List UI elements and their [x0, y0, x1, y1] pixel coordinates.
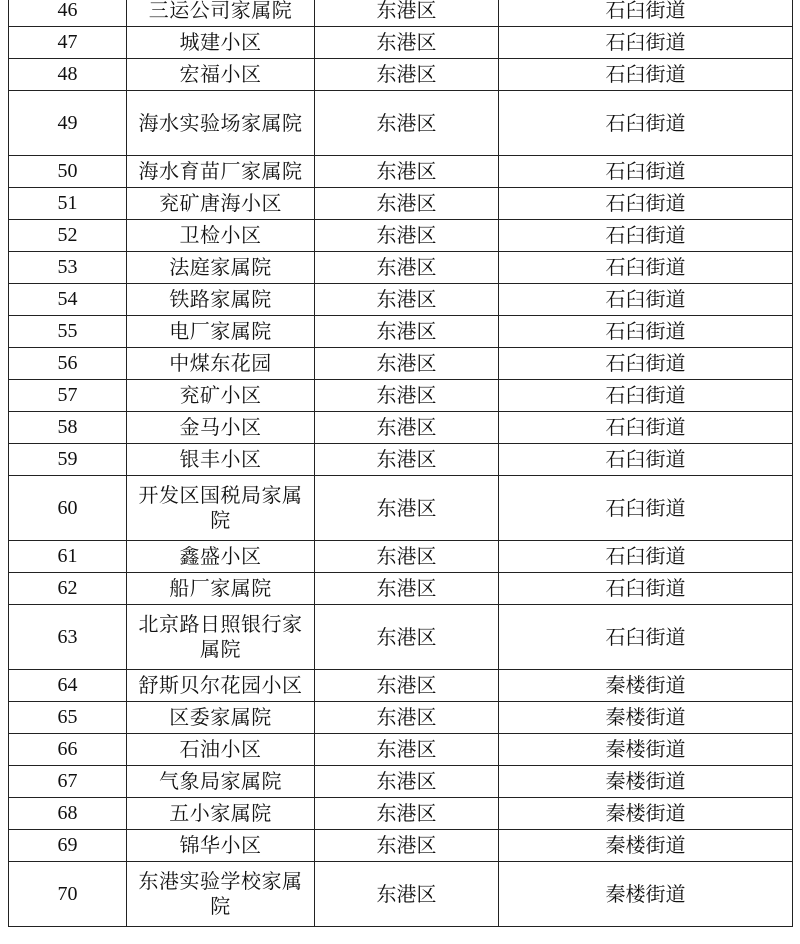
row-number: 68	[9, 798, 127, 830]
community-name: 兖矿唐海小区	[127, 188, 315, 220]
district: 东港区	[315, 348, 499, 380]
community-name: 海水育苗厂家属院	[127, 156, 315, 188]
table-row	[9, 316, 793, 348]
street: 秦楼街道	[499, 670, 793, 702]
district: 东港区	[315, 220, 499, 252]
street: 石臼街道	[499, 188, 793, 220]
table-row	[9, 284, 793, 316]
community-name: 兖矿小区	[127, 380, 315, 412]
table-row	[9, 220, 793, 252]
street: 石臼街道	[499, 156, 793, 188]
row-number: 53	[9, 252, 127, 284]
row-number: 50	[9, 156, 127, 188]
row-number: 70	[9, 862, 127, 927]
community-name: 五小家属院	[127, 798, 315, 830]
community-name: 锦华小区	[127, 830, 315, 862]
table-row	[9, 444, 793, 476]
street: 石臼街道	[499, 27, 793, 59]
community-name: 鑫盛小区	[127, 541, 315, 573]
street: 石臼街道	[499, 220, 793, 252]
district: 东港区	[315, 412, 499, 444]
row-number: 60	[9, 476, 127, 541]
row-number: 69	[9, 830, 127, 862]
street: 石臼街道	[499, 380, 793, 412]
street: 石臼街道	[499, 284, 793, 316]
district: 东港区	[315, 316, 499, 348]
table-row	[9, 380, 793, 412]
row-number: 57	[9, 380, 127, 412]
table-row	[9, 798, 793, 830]
row-number: 63	[9, 605, 127, 670]
table-row	[9, 252, 793, 284]
row-number: 62	[9, 573, 127, 605]
row-number: 56	[9, 348, 127, 380]
street: 石臼街道	[499, 605, 793, 670]
district: 东港区	[315, 27, 499, 59]
row-number: 52	[9, 220, 127, 252]
district: 东港区	[315, 862, 499, 927]
community-name: 银丰小区	[127, 444, 315, 476]
community-name: 石油小区	[127, 734, 315, 766]
row-number: 54	[9, 284, 127, 316]
district: 东港区	[315, 0, 499, 27]
table-row	[9, 188, 793, 220]
community-name: 城建小区	[127, 27, 315, 59]
table-row	[9, 734, 793, 766]
district: 东港区	[315, 59, 499, 91]
community-table	[8, 0, 793, 927]
community-name: 卫检小区	[127, 220, 315, 252]
street: 石臼街道	[499, 412, 793, 444]
district: 东港区	[315, 444, 499, 476]
community-name: 金马小区	[127, 412, 315, 444]
table-row	[9, 348, 793, 380]
street: 秦楼街道	[499, 734, 793, 766]
district: 东港区	[315, 766, 499, 798]
table-row	[9, 670, 793, 702]
community-name: 电厂家属院	[127, 316, 315, 348]
street: 石臼街道	[499, 444, 793, 476]
street: 秦楼街道	[499, 862, 793, 927]
district: 东港区	[315, 380, 499, 412]
district: 东港区	[315, 188, 499, 220]
community-name: 宏福小区	[127, 59, 315, 91]
street: 石臼街道	[499, 316, 793, 348]
district: 东港区	[315, 156, 499, 188]
table-row	[9, 156, 793, 188]
street: 石臼街道	[499, 573, 793, 605]
street: 石臼街道	[499, 348, 793, 380]
street: 石臼街道	[499, 476, 793, 541]
district: 东港区	[315, 670, 499, 702]
row-number: 46	[9, 0, 127, 27]
community-name: 东港实验学校家属院	[127, 862, 315, 927]
district: 东港区	[315, 702, 499, 734]
street: 秦楼街道	[499, 830, 793, 862]
street: 秦楼街道	[499, 702, 793, 734]
street: 秦楼街道	[499, 798, 793, 830]
community-name: 船厂家属院	[127, 573, 315, 605]
street: 石臼街道	[499, 59, 793, 91]
community-name: 法庭家属院	[127, 252, 315, 284]
community-name: 中煤东花园	[127, 348, 315, 380]
table-row	[9, 573, 793, 605]
community-name: 开发区国税局家属院	[127, 476, 315, 541]
row-number: 51	[9, 188, 127, 220]
table-row	[9, 605, 793, 670]
row-number: 67	[9, 766, 127, 798]
district: 东港区	[315, 476, 499, 541]
community-name: 三运公司家属院	[127, 0, 315, 27]
row-number: 59	[9, 444, 127, 476]
row-number: 48	[9, 59, 127, 91]
table-body	[9, 0, 793, 927]
district: 东港区	[315, 284, 499, 316]
table-row	[9, 59, 793, 91]
row-number: 66	[9, 734, 127, 766]
row-number: 65	[9, 702, 127, 734]
table-row	[9, 0, 793, 27]
table-row	[9, 702, 793, 734]
community-name: 北京路日照银行家属院	[127, 605, 315, 670]
district: 东港区	[315, 541, 499, 573]
table-row	[9, 412, 793, 444]
row-number: 58	[9, 412, 127, 444]
district: 东港区	[315, 830, 499, 862]
community-name: 气象局家属院	[127, 766, 315, 798]
district: 东港区	[315, 605, 499, 670]
row-number: 64	[9, 670, 127, 702]
table-row	[9, 862, 793, 927]
table-row	[9, 91, 793, 156]
table-row	[9, 830, 793, 862]
street: 石臼街道	[499, 0, 793, 27]
row-number: 55	[9, 316, 127, 348]
table-row	[9, 766, 793, 798]
table-row	[9, 541, 793, 573]
district: 东港区	[315, 734, 499, 766]
district: 东港区	[315, 798, 499, 830]
street: 石臼街道	[499, 541, 793, 573]
row-number: 61	[9, 541, 127, 573]
table-row	[9, 27, 793, 59]
district: 东港区	[315, 252, 499, 284]
row-number: 49	[9, 91, 127, 156]
street: 秦楼街道	[499, 766, 793, 798]
district: 东港区	[315, 91, 499, 156]
table-row	[9, 476, 793, 541]
street: 石臼街道	[499, 252, 793, 284]
community-name: 海水实验场家属院	[127, 91, 315, 156]
community-name: 区委家属院	[127, 702, 315, 734]
street: 石臼街道	[499, 91, 793, 156]
district: 东港区	[315, 573, 499, 605]
community-name: 舒斯贝尔花园小区	[127, 670, 315, 702]
row-number: 47	[9, 27, 127, 59]
community-name: 铁路家属院	[127, 284, 315, 316]
